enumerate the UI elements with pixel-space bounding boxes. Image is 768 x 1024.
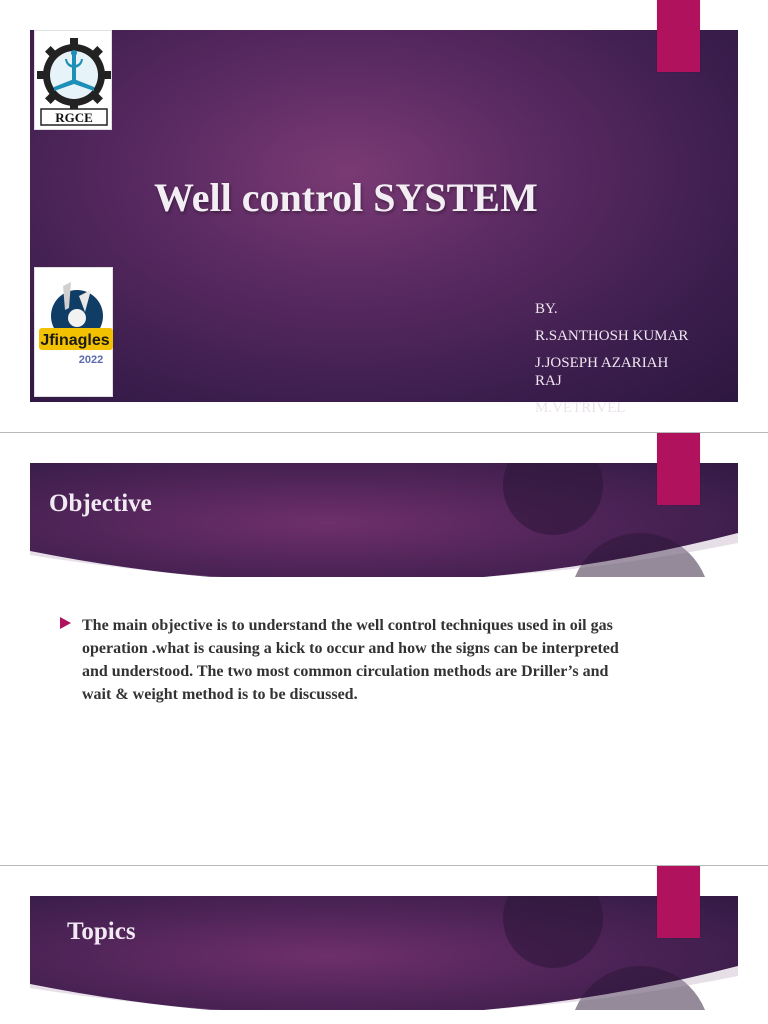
slide-heading: Topics xyxy=(67,918,136,945)
author-list xyxy=(535,300,730,417)
topics-slide xyxy=(0,866,768,1024)
slide-title: Well control SYSTEM xyxy=(154,175,538,220)
accent-tab xyxy=(657,433,700,505)
author-by-label: BY. xyxy=(535,301,558,317)
author-name: J.JOSEPH AZARIAH xyxy=(535,355,669,371)
jfinagles-emblem-icon xyxy=(35,268,114,398)
title-slide xyxy=(0,0,768,432)
accent-tab xyxy=(657,0,700,72)
author-name: RAJ xyxy=(535,373,562,389)
header-band xyxy=(30,463,738,577)
author-name: R.SANTHOSH KUMAR xyxy=(535,328,689,344)
accent-tab xyxy=(657,866,700,938)
rgce-logo-text: RGCE xyxy=(55,110,93,125)
slide-heading: Objective xyxy=(49,490,152,517)
gear-emblem-icon xyxy=(35,31,113,131)
bullet-item xyxy=(60,614,620,706)
jfinagles-logo-text: Jfinagles xyxy=(40,332,110,349)
triangle-bullet-icon xyxy=(60,617,71,629)
jfinagles-logo xyxy=(34,267,113,397)
header-band xyxy=(30,896,738,1010)
rgce-logo xyxy=(34,30,112,130)
author-name-faded: M.VETRIVEL xyxy=(535,400,626,416)
bullet-text: The main objective is to understand the well control techniques used in oil gas operation .what is causing a kick to occur and how the signs can be interpreted and understood. The two most common circulation methods are Driller’s and wait & weight method is to be discussed. xyxy=(82,617,619,703)
jfinagles-logo-year: 2022 xyxy=(78,354,104,366)
